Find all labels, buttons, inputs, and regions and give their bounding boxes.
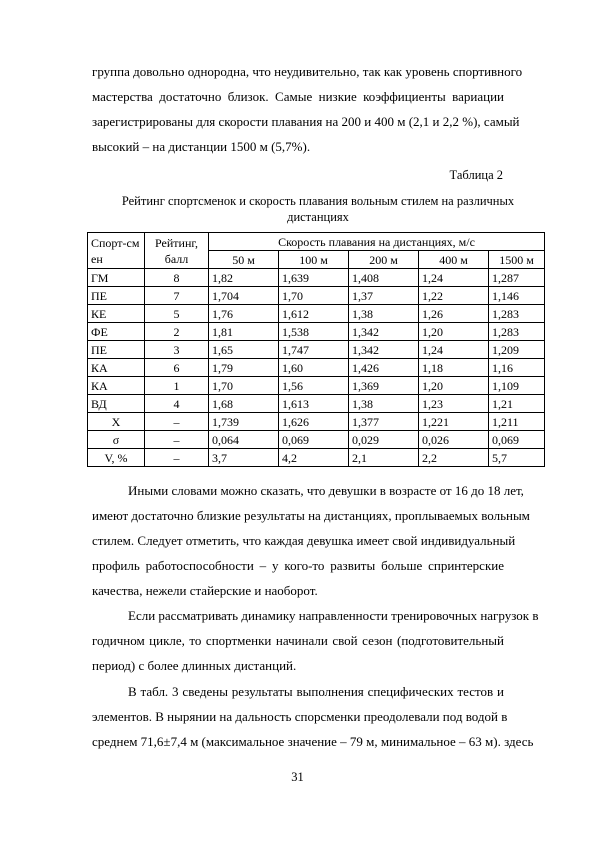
text-line: имеют достаточно близкие результаты на дистанциях, проплываемых вольным xyxy=(92,508,530,523)
speed-cell: 1,38 xyxy=(349,305,419,323)
rating-cell: – xyxy=(145,413,209,431)
speed-cell: 1,20 xyxy=(419,323,489,341)
text-line: высокий – на дистанции 1500 м (5,7%). xyxy=(92,139,311,154)
speed-cell: 1,81 xyxy=(209,323,279,341)
header-distance: 50 м xyxy=(209,251,279,269)
speed-cell: 1,76 xyxy=(209,305,279,323)
speed-cell: 1,20 xyxy=(419,377,489,395)
text-line: качества, нежели стайерские и наоборот. xyxy=(92,583,318,598)
text-line: В табл. 3 сведены результаты выполнения специфических тестов и xyxy=(128,684,504,699)
speed-cell: 1,109 xyxy=(489,377,545,395)
table-row xyxy=(88,449,545,467)
speed-cell: 1,377 xyxy=(349,413,419,431)
rating-cell: 1 xyxy=(145,377,209,395)
table-title: Рейтинг спортсменок и скорость плавания вольным стилем на различных дистанциях xyxy=(121,194,515,224)
text-line: стилем. Следует отметить, что каждая девушка имеет свой индивидуальный xyxy=(92,533,516,548)
text-line: Если рассматривать динамику направленности тренировочных нагрузок в xyxy=(128,608,539,623)
rating-cell: 7 xyxy=(145,287,209,305)
speed-cell: 1,21 xyxy=(489,395,545,413)
text-line: зарегистрированы для скорости плавания на 200 и 400 м (2,1 и 2,2 %), самый xyxy=(92,114,520,129)
text-line: годичном цикле, то спортменки начинали свой сезон (подготовительный xyxy=(92,633,504,648)
speed-cell: 1,747 xyxy=(279,341,349,359)
speed-cell: 1,342 xyxy=(349,323,419,341)
paragraph-3 xyxy=(92,603,539,678)
speed-cell: 1,283 xyxy=(489,305,545,323)
speed-cell: 1,23 xyxy=(419,395,489,413)
text-line: среднем 71,6±7,4 м (максимальное значение – 79 м, минимальное – 63 м). здесь xyxy=(92,734,534,749)
rating-cell: 3 xyxy=(145,341,209,359)
paragraph-2 xyxy=(92,478,530,603)
speed-cell: 1,704 xyxy=(209,287,279,305)
speed-cell: 2,2 xyxy=(419,449,489,467)
rating-cell: – xyxy=(145,449,209,467)
rating-cell: 2 xyxy=(145,323,209,341)
text-line: период) с более длинных дистанций. xyxy=(92,658,297,673)
table-row xyxy=(88,395,545,413)
speed-cell: 1,221 xyxy=(419,413,489,431)
speed-cell: 1,538 xyxy=(279,323,349,341)
results-table xyxy=(87,232,545,467)
speed-cell: 1,65 xyxy=(209,341,279,359)
header-distance: 400 м xyxy=(419,251,489,269)
speed-cell: 1,26 xyxy=(419,305,489,323)
speed-cell: 1,70 xyxy=(279,287,349,305)
speed-cell: 0,069 xyxy=(279,431,349,449)
speed-cell: 1,146 xyxy=(489,287,545,305)
athlete-cell: КА xyxy=(88,359,145,377)
speed-cell: 1,37 xyxy=(349,287,419,305)
table-row xyxy=(88,377,545,395)
athlete-cell: V, % xyxy=(88,449,145,467)
header-athlete-label: Спорт-смен xyxy=(91,235,140,266)
speed-cell: 4,2 xyxy=(279,449,349,467)
header-rating xyxy=(145,233,209,269)
rating-cell: 8 xyxy=(145,269,209,287)
speed-cell: 1,209 xyxy=(489,341,545,359)
speed-cell: 0,026 xyxy=(419,431,489,449)
speed-cell: 1,22 xyxy=(419,287,489,305)
speed-cell: 1,287 xyxy=(489,269,545,287)
athlete-cell: КЕ xyxy=(88,305,145,323)
speed-cell: 1,16 xyxy=(489,359,545,377)
speed-cell: 3,7 xyxy=(209,449,279,467)
header-distance: 100 м xyxy=(279,251,349,269)
text-line: профиль работоспособности – у кого-то развиты больше спринтерские xyxy=(92,558,504,573)
athlete-cell: КА xyxy=(88,377,145,395)
text-line: элементов. В нырянии на дальность спорсменки преодолевали под водой в xyxy=(92,709,508,724)
speed-cell: 1,342 xyxy=(349,341,419,359)
speed-cell: 1,82 xyxy=(209,269,279,287)
top-paragraph xyxy=(92,59,523,159)
speed-cell: 1,60 xyxy=(279,359,349,377)
rating-cell: – xyxy=(145,431,209,449)
table-row xyxy=(88,323,545,341)
speed-cell: 1,79 xyxy=(209,359,279,377)
speed-cell: 1,211 xyxy=(489,413,545,431)
header-distance: 1500 м xyxy=(489,251,545,269)
table-row xyxy=(88,341,545,359)
header-distance: 200 м xyxy=(349,251,419,269)
speed-cell: 2,1 xyxy=(349,449,419,467)
speed-cell: 1,613 xyxy=(279,395,349,413)
rating-cell: 5 xyxy=(145,305,209,323)
speed-cell: 0,069 xyxy=(489,431,545,449)
speed-cell: 1,283 xyxy=(489,323,545,341)
speed-cell: 0,064 xyxy=(209,431,279,449)
speed-cell: 1,24 xyxy=(419,269,489,287)
rating-cell: 6 xyxy=(145,359,209,377)
page-number: 31 xyxy=(291,770,304,784)
speed-cell: 1,70 xyxy=(209,377,279,395)
speed-cell: 1,38 xyxy=(349,395,419,413)
paragraph-4 xyxy=(92,679,534,754)
header-rating-label: Рейтинг, балл xyxy=(155,235,198,266)
athlete-cell: ГМ xyxy=(88,269,145,287)
speed-cell: 1,68 xyxy=(209,395,279,413)
text-line: группа довольно однородна, что неудивительно, так как уровень спортивного xyxy=(92,64,523,79)
table-row xyxy=(88,431,545,449)
speed-cell: 0,029 xyxy=(349,431,419,449)
table-row xyxy=(88,413,545,431)
speed-cell: 1,639 xyxy=(279,269,349,287)
table-row xyxy=(88,305,545,323)
text-line: мастерства достаточно близок. Самые низкие коэффициенты вариации xyxy=(92,89,504,104)
athlete-cell: X xyxy=(88,413,145,431)
speed-cell: 1,408 xyxy=(349,269,419,287)
header-athlete xyxy=(88,233,145,269)
table-row xyxy=(88,287,545,305)
speed-cell: 1,369 xyxy=(349,377,419,395)
table-label: Таблица 2 xyxy=(449,168,503,182)
speed-cell: 1,24 xyxy=(419,341,489,359)
athlete-cell: ФЕ xyxy=(88,323,145,341)
table-row xyxy=(88,269,545,287)
athlete-cell: σ xyxy=(88,431,145,449)
speed-cell: 1,739 xyxy=(209,413,279,431)
speed-cell: 1,426 xyxy=(349,359,419,377)
table-row xyxy=(88,359,545,377)
text-line: Иными словами можно сказать, что девушки в возрасте от 16 до 18 лет, xyxy=(128,483,524,498)
athlete-cell: ПЕ xyxy=(88,341,145,359)
speed-cell: 1,626 xyxy=(279,413,349,431)
speed-cell: 1,56 xyxy=(279,377,349,395)
speed-cell: 1,18 xyxy=(419,359,489,377)
speed-cell: 1,612 xyxy=(279,305,349,323)
athlete-cell: ПЕ xyxy=(88,287,145,305)
athlete-cell: ВД xyxy=(88,395,145,413)
speed-cell: 5,7 xyxy=(489,449,545,467)
header-speed: Скорость плавания на дистанциях, м/с xyxy=(209,233,545,251)
rating-cell: 4 xyxy=(145,395,209,413)
